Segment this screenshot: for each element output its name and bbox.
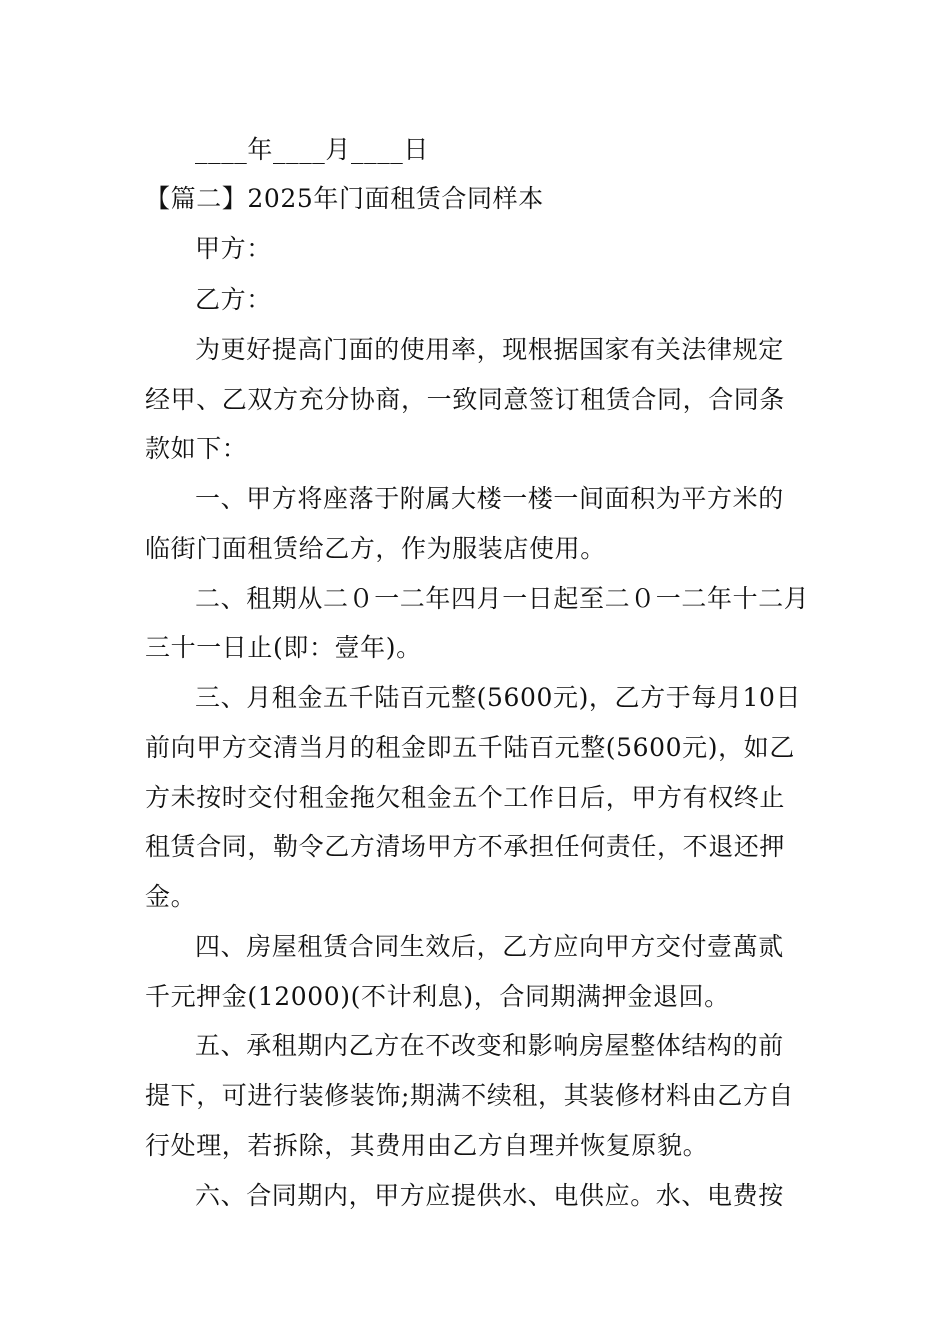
date-line: ____年____月____日 [195,135,430,164]
paragraph-line: 六、合同期内，甲方应提供水、电供应。水、电费按 [195,1181,784,1210]
paragraph-line: 四、房屋租赁合同生效后，乙方应向甲方交付壹萬贰 [195,932,784,961]
paragraph-line: 三、月租金五千陆百元整(5600元)，乙方于每月10日 [195,683,802,712]
paragraph-line: 款如下： [145,434,248,463]
paragraph-line: 三十一日止(即：壹年)。 [145,633,422,662]
paragraph-line: 金。 [145,882,197,911]
party-a-label: 甲方： [195,234,272,263]
paragraph-line: 经甲、乙双方充分协商，一致同意签订租赁合同，合同条 [145,385,786,414]
section-title: 【篇二】2025年门面租赁合同样本 [145,184,544,213]
paragraph-line: 千元押金(12000)(不计利息)，合同期满押金退回。 [145,982,730,1011]
paragraph-line: 行处理，若拆除，其费用由乙方自理并恢复原貌。 [145,1131,709,1160]
paragraph-line: 为更好提高门面的使用率，现根据国家有关法律规定 [195,335,784,364]
paragraph-line: 五、承租期内乙方在不改变和影响房屋整体结构的前 [195,1031,784,1060]
paragraph-line: 方未按时交付租金拖欠租金五个工作日后，甲方有权终止 [145,783,786,812]
paragraph-line: 租赁合同，勒令乙方清场甲方不承担任何责任，不退还押 [145,832,786,861]
paragraph-line: 前向甲方交清当月的租金即五千陆百元整(5600元)，如乙 [145,733,795,762]
paragraph-line: 提下，可进行装修装饰;期满不续租，其装修材料由乙方自 [145,1081,795,1110]
party-b-label: 乙方： [195,285,272,314]
paragraph-line: 二、租期从二０一二年四月一日起至二０一二年十二月 [195,584,810,613]
paragraph-line: 一、甲方将座落于附属大楼一楼一间面积为平方米的 [195,484,784,513]
paragraph-line: 临街门面租赁给乙方，作为服装店使用。 [145,534,606,563]
